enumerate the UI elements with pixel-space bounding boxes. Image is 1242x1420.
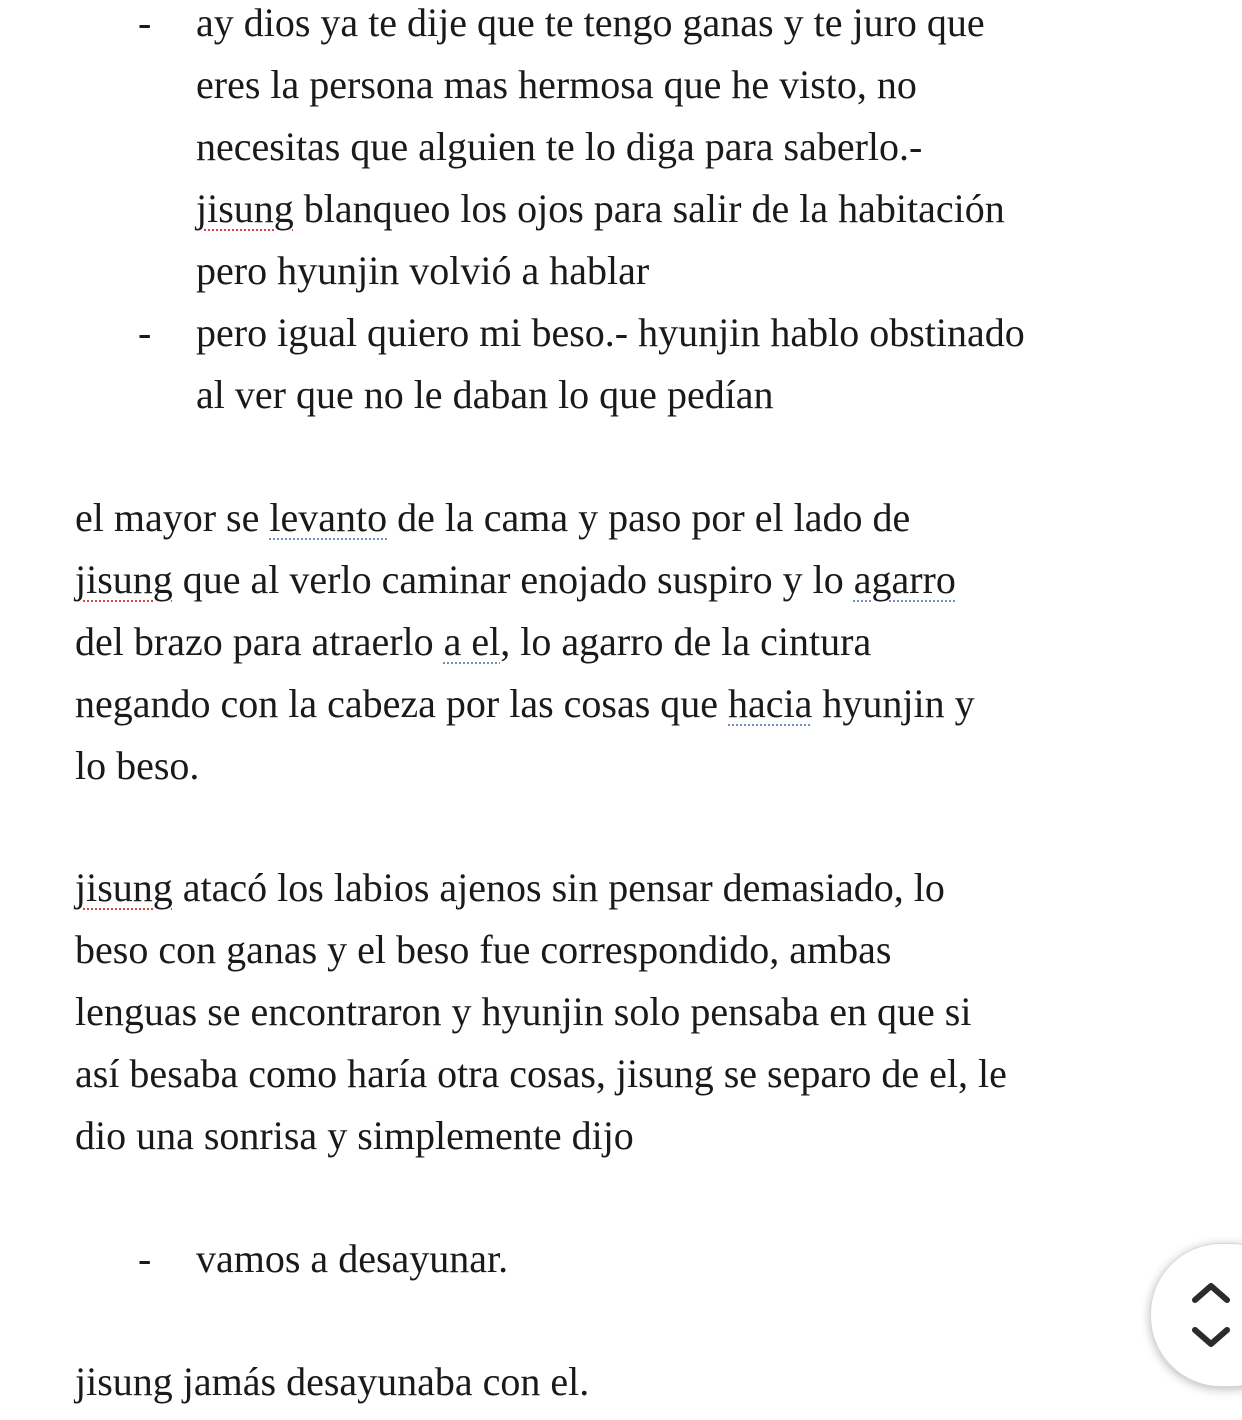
text-line [75,619,871,665]
text-segment: negando con la cabeza por las cosas que [75,681,729,726]
dialogue-marker: - [138,0,152,45]
text-line: pero igual quiero mi beso.- hyunjin hablo obstinado [196,310,1025,355]
chevron-down-icon [1181,1318,1241,1358]
text-line: así besaba como haría otra cosas, jisung se separo de el, le [75,1051,1007,1096]
text-line: lenguas se encontraron y hyunjin solo pensaba en que si [75,989,972,1034]
text-segment: que al verlo caminar enojado suspiro y lo [172,557,854,602]
text-segment: blanqueo los ojos para salir de la habitación [293,186,1005,231]
text-line: eres la persona mas hermosa que he visto, no [196,62,917,107]
grammar-flagged-word[interactable]: levanto [269,495,388,540]
text-line [196,186,1005,232]
text-line: vamos a desayunar. [196,1236,509,1281]
grammar-flagged-word[interactable]: agarro [853,557,956,602]
text-segment: del brazo para atraerlo [75,619,444,664]
text-line: necesitas que alguien te lo diga para saberlo.- [196,124,923,169]
text-segment: hyunjin y [812,681,975,726]
spellcheck-flagged-word[interactable]: jisung [75,865,173,910]
grammar-flagged-word[interactable]: a el [443,619,501,664]
text-line [75,865,945,911]
scroll-down-button[interactable] [1181,1318,1241,1358]
dialogue-marker: - [138,310,152,355]
text-line: al ver que no le daban lo que pedían [196,372,774,417]
text-segment: atacó los labios ajenos sin pensar demasiado, lo [172,865,945,910]
chevron-up-icon [1181,1272,1241,1312]
text-line: ay dios ya te dije que te tengo ganas y te juro que [196,0,985,45]
spellcheck-flagged-word[interactable]: jisung [75,557,173,602]
text-line [75,681,975,727]
spellcheck-flagged-word[interactable]: jisung [196,186,294,231]
text-line: lo beso. [75,743,200,788]
text-line: beso con ganas y el beso fue correspondido, ambas [75,927,892,972]
text-line: dio una sonrisa y simplemente dijo [75,1113,634,1158]
text-segment: de la cama y paso por el lado de [387,495,911,540]
scroll-up-button[interactable] [1181,1272,1241,1312]
grammar-flagged-word[interactable]: hacia [728,681,813,726]
text-segment: , lo agarro de la cintura [500,619,872,664]
text-line [75,557,956,603]
text-segment: el mayor se [75,495,270,540]
text-line: jisung jamás desayunaba con el. [75,1359,590,1404]
text-line: pero hyunjin volvió a hablar [196,248,650,293]
text-line [75,495,910,541]
dialogue-marker: - [138,1236,152,1281]
